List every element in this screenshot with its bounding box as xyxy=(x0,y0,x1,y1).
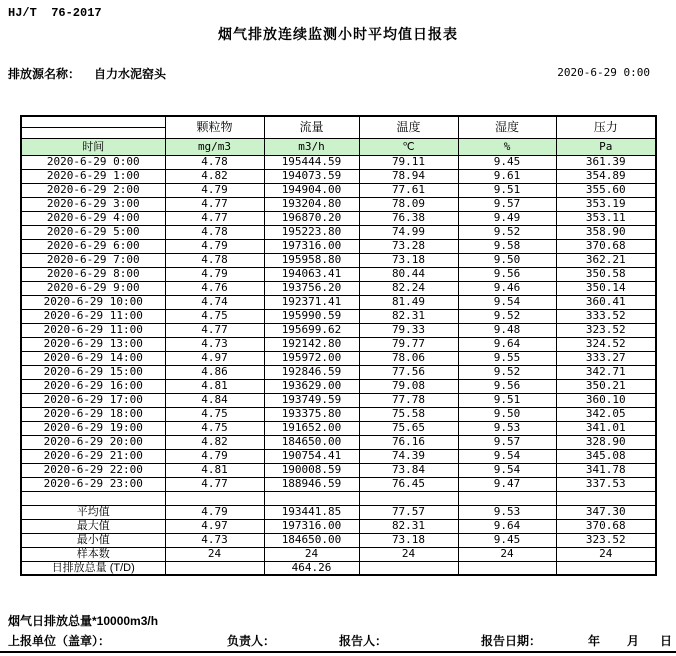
value-cell: 77.57 xyxy=(359,505,458,519)
value-cell: 76.16 xyxy=(359,435,458,449)
value-cell: 347.30 xyxy=(556,505,656,519)
value-cell: 9.55 xyxy=(458,351,556,365)
value-cell: 4.77 xyxy=(165,211,264,225)
data-row xyxy=(21,295,656,309)
value-cell: 75.65 xyxy=(359,421,458,435)
value-cell: 4.78 xyxy=(165,253,264,267)
value-cell xyxy=(556,561,656,575)
value-cell: 370.68 xyxy=(556,239,656,253)
row-label-cell: 2020-6-29 16:00 xyxy=(21,379,165,393)
value-cell: 9.50 xyxy=(458,407,556,421)
row-label-cell: 2020-6-29 18:00 xyxy=(21,407,165,421)
value-cell: 350.14 xyxy=(556,281,656,295)
column-header-flow: 流量 xyxy=(264,116,359,138)
emission-total-note: 烟气日排放总量*10000m3/h xyxy=(8,614,159,628)
emission-source-line xyxy=(8,65,166,82)
value-cell: 4.79 xyxy=(165,183,264,197)
value-cell: 79.11 xyxy=(359,155,458,169)
data-row xyxy=(21,267,656,281)
data-row xyxy=(21,239,656,253)
value-cell: 76.45 xyxy=(359,477,458,491)
value-cell: 4.97 xyxy=(165,519,264,533)
value-cell: 4.77 xyxy=(165,477,264,491)
row-label-cell: 2020-6-29 11:00 xyxy=(21,323,165,337)
value-cell: 333.52 xyxy=(556,309,656,323)
value-cell: 342.05 xyxy=(556,407,656,421)
value-cell: 4.79 xyxy=(165,505,264,519)
value-cell: 337.53 xyxy=(556,477,656,491)
time-header-cell: 时间 xyxy=(21,138,165,155)
value-cell: 195699.62 xyxy=(264,323,359,337)
data-row xyxy=(21,183,656,197)
unit-cell-pressure: Pa xyxy=(556,138,656,155)
value-cell: 362.21 xyxy=(556,253,656,267)
data-row xyxy=(21,365,656,379)
row-label-cell: 平均值 xyxy=(21,505,165,519)
bottom-rule xyxy=(0,651,676,653)
value-cell: 195223.80 xyxy=(264,225,359,239)
value-cell: 9.45 xyxy=(458,533,556,547)
value-cell: 73.18 xyxy=(359,253,458,267)
value-cell: 75.58 xyxy=(359,407,458,421)
value-cell xyxy=(359,491,458,505)
row-label-cell: 2020-6-29 22:00 xyxy=(21,463,165,477)
row-label-cell: 2020-6-29 21:00 xyxy=(21,449,165,463)
row-label-cell: 2020-6-29 5:00 xyxy=(21,225,165,239)
value-cell: 82.31 xyxy=(359,519,458,533)
value-cell: 78.94 xyxy=(359,169,458,183)
data-row xyxy=(21,225,656,239)
summary-row xyxy=(21,561,656,575)
value-cell: 24 xyxy=(264,547,359,561)
row-label-cell: 2020-6-29 14:00 xyxy=(21,351,165,365)
data-row xyxy=(21,337,656,351)
value-cell: 4.81 xyxy=(165,463,264,477)
value-cell xyxy=(458,561,556,575)
value-cell: 360.10 xyxy=(556,393,656,407)
value-cell xyxy=(458,491,556,505)
value-cell: 323.52 xyxy=(556,533,656,547)
value-cell: 195972.00 xyxy=(264,351,359,365)
data-row xyxy=(21,407,656,421)
value-cell: 341.01 xyxy=(556,421,656,435)
value-cell xyxy=(556,491,656,505)
data-row xyxy=(21,421,656,435)
unit-cell-particulate: mg/m3 xyxy=(165,138,264,155)
value-cell: 354.89 xyxy=(556,169,656,183)
row-label-cell: 2020-6-29 23:00 xyxy=(21,477,165,491)
page-title: 烟气排放连续监测小时平均值日报表 xyxy=(218,26,458,42)
row-label-cell: 2020-6-29 15:00 xyxy=(21,365,165,379)
value-cell: 24 xyxy=(359,547,458,561)
monitoring-data-table xyxy=(20,115,657,576)
value-cell: 192846.59 xyxy=(264,365,359,379)
value-cell: 195958.80 xyxy=(264,253,359,267)
report-unit-label: 上报单位（盖章）： xyxy=(8,634,111,648)
summary-row xyxy=(21,547,656,561)
value-cell xyxy=(165,561,264,575)
value-cell: 350.21 xyxy=(556,379,656,393)
value-cell: 9.64 xyxy=(458,337,556,351)
data-row xyxy=(21,379,656,393)
unit-cell-humidity: % xyxy=(458,138,556,155)
value-cell: 79.77 xyxy=(359,337,458,351)
value-cell: 197316.00 xyxy=(264,239,359,253)
row-label-cell: 2020-6-29 17:00 xyxy=(21,393,165,407)
row-label-cell: 最大值 xyxy=(21,519,165,533)
value-cell: 24 xyxy=(556,547,656,561)
value-cell: 193375.80 xyxy=(264,407,359,421)
value-cell: 9.47 xyxy=(458,477,556,491)
value-cell: 78.06 xyxy=(359,351,458,365)
value-cell: 74.39 xyxy=(359,449,458,463)
row-label-cell: 2020-6-29 13:00 xyxy=(21,337,165,351)
report-datetime: 2020-6-29 0:00 xyxy=(557,66,650,79)
data-row xyxy=(21,155,656,169)
value-cell: 192142.80 xyxy=(264,337,359,351)
units-row xyxy=(21,138,656,155)
data-row xyxy=(21,281,656,295)
value-cell: 9.51 xyxy=(458,393,556,407)
row-label-cell: 最小值 xyxy=(21,533,165,547)
row-label-cell: 样本数 xyxy=(21,547,165,561)
row-label-cell: 日排放总量 (T/D) xyxy=(21,561,165,575)
value-cell: 82.31 xyxy=(359,309,458,323)
value-cell: 195444.59 xyxy=(264,155,359,169)
value-cell: 73.84 xyxy=(359,463,458,477)
row-label-cell: 2020-6-29 0:00 xyxy=(21,155,165,169)
responsible-label: 负责人： xyxy=(227,634,276,648)
value-cell: 4.97 xyxy=(165,351,264,365)
data-row xyxy=(21,351,656,365)
value-cell: 81.49 xyxy=(359,295,458,309)
value-cell: 9.52 xyxy=(458,365,556,379)
value-cell: 4.82 xyxy=(165,169,264,183)
data-row xyxy=(21,309,656,323)
value-cell: 9.54 xyxy=(458,295,556,309)
value-cell: 4.73 xyxy=(165,337,264,351)
value-cell: 361.39 xyxy=(556,155,656,169)
value-cell: 370.68 xyxy=(556,519,656,533)
value-cell xyxy=(359,561,458,575)
data-row xyxy=(21,323,656,337)
value-cell: 353.11 xyxy=(556,211,656,225)
column-header-particulate: 颗粒物 xyxy=(165,116,264,138)
value-cell: 184650.00 xyxy=(264,533,359,547)
row-label-cell: 2020-6-29 4:00 xyxy=(21,211,165,225)
value-cell: 195990.59 xyxy=(264,309,359,323)
value-cell: 193441.85 xyxy=(264,505,359,519)
value-cell: 4.84 xyxy=(165,393,264,407)
value-cell: 9.46 xyxy=(458,281,556,295)
value-cell: 193204.80 xyxy=(264,197,359,211)
summary-row xyxy=(21,519,656,533)
value-cell: 4.76 xyxy=(165,281,264,295)
value-cell: 82.24 xyxy=(359,281,458,295)
reporter-label: 报告人： xyxy=(339,634,388,648)
value-cell: 353.19 xyxy=(556,197,656,211)
signature-row xyxy=(0,632,676,648)
value-cell: 9.58 xyxy=(458,239,556,253)
summary-row xyxy=(21,505,656,519)
value-cell xyxy=(165,491,264,505)
column-header-humidity: 湿度 xyxy=(458,116,556,138)
value-cell: 197316.00 xyxy=(264,519,359,533)
data-row xyxy=(21,197,656,211)
value-cell: 9.50 xyxy=(458,253,556,267)
value-cell: 194063.41 xyxy=(264,267,359,281)
value-cell: 4.73 xyxy=(165,533,264,547)
value-cell: 193629.00 xyxy=(264,379,359,393)
data-row xyxy=(21,393,656,407)
column-header-pressure: 压力 xyxy=(556,116,656,138)
value-cell: 73.28 xyxy=(359,239,458,253)
value-cell: 192371.41 xyxy=(264,295,359,309)
value-cell: 77.56 xyxy=(359,365,458,379)
value-cell: 78.09 xyxy=(359,197,458,211)
data-row xyxy=(21,477,656,491)
emission-source-label: 排放源名称： xyxy=(8,67,81,81)
data-row xyxy=(21,211,656,225)
value-cell: 9.56 xyxy=(458,379,556,393)
value-cell: 9.51 xyxy=(458,183,556,197)
value-cell: 4.77 xyxy=(165,197,264,211)
value-cell: 9.49 xyxy=(458,211,556,225)
value-cell: 184650.00 xyxy=(264,435,359,449)
value-cell: 73.18 xyxy=(359,533,458,547)
value-cell: 74.99 xyxy=(359,225,458,239)
row-label-cell: 2020-6-29 3:00 xyxy=(21,197,165,211)
value-cell: 4.75 xyxy=(165,309,264,323)
value-cell: 342.71 xyxy=(556,365,656,379)
value-cell: 9.54 xyxy=(458,463,556,477)
month-label: 月 xyxy=(627,634,640,648)
value-cell: 328.90 xyxy=(556,435,656,449)
value-cell: 360.41 xyxy=(556,295,656,309)
value-cell: 9.52 xyxy=(458,309,556,323)
value-cell: 9.53 xyxy=(458,505,556,519)
value-cell: 4.78 xyxy=(165,155,264,169)
row-label-cell: 2020-6-29 6:00 xyxy=(21,239,165,253)
spacer-row xyxy=(21,491,656,505)
value-cell: 76.38 xyxy=(359,211,458,225)
corner-cell-top xyxy=(21,116,165,127)
value-cell: 77.61 xyxy=(359,183,458,197)
value-cell: 355.60 xyxy=(556,183,656,197)
value-cell: 4.77 xyxy=(165,323,264,337)
value-cell: 4.79 xyxy=(165,449,264,463)
value-cell: 9.54 xyxy=(458,449,556,463)
value-cell: 9.53 xyxy=(458,421,556,435)
row-label-cell: 2020-6-29 20:00 xyxy=(21,435,165,449)
data-row xyxy=(21,463,656,477)
row-label-cell: 2020-6-29 10:00 xyxy=(21,295,165,309)
row-label-cell: 2020-6-29 9:00 xyxy=(21,281,165,295)
unit-cell-temperature: ℃ xyxy=(359,138,458,155)
standard-number: HJ/T 76-2017 xyxy=(8,6,102,20)
value-cell: 4.79 xyxy=(165,239,264,253)
row-label-cell: 2020-6-29 1:00 xyxy=(21,169,165,183)
value-cell: 193749.59 xyxy=(264,393,359,407)
value-cell: 193756.20 xyxy=(264,281,359,295)
value-cell: 4.75 xyxy=(165,407,264,421)
summary-row xyxy=(21,533,656,547)
value-cell: 24 xyxy=(165,547,264,561)
value-cell: 196870.20 xyxy=(264,211,359,225)
row-label-cell: 2020-6-29 19:00 xyxy=(21,421,165,435)
corner-cell-bottom xyxy=(21,127,165,138)
value-cell: 9.57 xyxy=(458,197,556,211)
value-cell: 4.74 xyxy=(165,295,264,309)
row-label-cell xyxy=(21,491,165,505)
value-cell: 9.45 xyxy=(458,155,556,169)
value-cell: 9.64 xyxy=(458,519,556,533)
value-cell: 464.26 xyxy=(264,561,359,575)
data-row xyxy=(21,253,656,267)
data-row xyxy=(21,449,656,463)
value-cell: 324.52 xyxy=(556,337,656,351)
header-row-parameters xyxy=(21,116,656,127)
year-label: 年 xyxy=(588,634,601,648)
value-cell: 4.81 xyxy=(165,379,264,393)
row-label-cell: 2020-6-29 2:00 xyxy=(21,183,165,197)
value-cell: 80.44 xyxy=(359,267,458,281)
value-cell: 4.86 xyxy=(165,365,264,379)
table-body xyxy=(21,155,656,575)
value-cell: 4.75 xyxy=(165,421,264,435)
value-cell: 79.08 xyxy=(359,379,458,393)
value-cell: 188946.59 xyxy=(264,477,359,491)
data-row xyxy=(21,435,656,449)
row-label-cell: 2020-6-29 11:00 xyxy=(21,309,165,323)
row-label-cell: 2020-6-29 7:00 xyxy=(21,253,165,267)
column-header-temperature: 温度 xyxy=(359,116,458,138)
emission-source-name: 自力水泥窑头 xyxy=(94,67,167,81)
value-cell: 9.52 xyxy=(458,225,556,239)
value-cell: 190008.59 xyxy=(264,463,359,477)
value-cell: 77.78 xyxy=(359,393,458,407)
value-cell: 194073.59 xyxy=(264,169,359,183)
value-cell: 341.78 xyxy=(556,463,656,477)
value-cell: 9.48 xyxy=(458,323,556,337)
value-cell: 4.78 xyxy=(165,225,264,239)
value-cell: 4.79 xyxy=(165,267,264,281)
value-cell xyxy=(264,491,359,505)
value-cell: 24 xyxy=(458,547,556,561)
value-cell: 191652.00 xyxy=(264,421,359,435)
value-cell: 190754.41 xyxy=(264,449,359,463)
value-cell: 9.56 xyxy=(458,267,556,281)
data-row xyxy=(21,169,656,183)
value-cell: 358.90 xyxy=(556,225,656,239)
unit-cell-flow: m3/h xyxy=(264,138,359,155)
row-label-cell: 2020-6-29 8:00 xyxy=(21,267,165,281)
day-label: 日 xyxy=(660,634,673,648)
value-cell: 345.08 xyxy=(556,449,656,463)
value-cell: 323.52 xyxy=(556,323,656,337)
value-cell: 194904.00 xyxy=(264,183,359,197)
value-cell: 9.61 xyxy=(458,169,556,183)
value-cell: 9.57 xyxy=(458,435,556,449)
value-cell: 4.82 xyxy=(165,435,264,449)
value-cell: 79.33 xyxy=(359,323,458,337)
report-date-label: 报告日期： xyxy=(481,634,542,648)
value-cell: 350.58 xyxy=(556,267,656,281)
value-cell: 333.27 xyxy=(556,351,656,365)
